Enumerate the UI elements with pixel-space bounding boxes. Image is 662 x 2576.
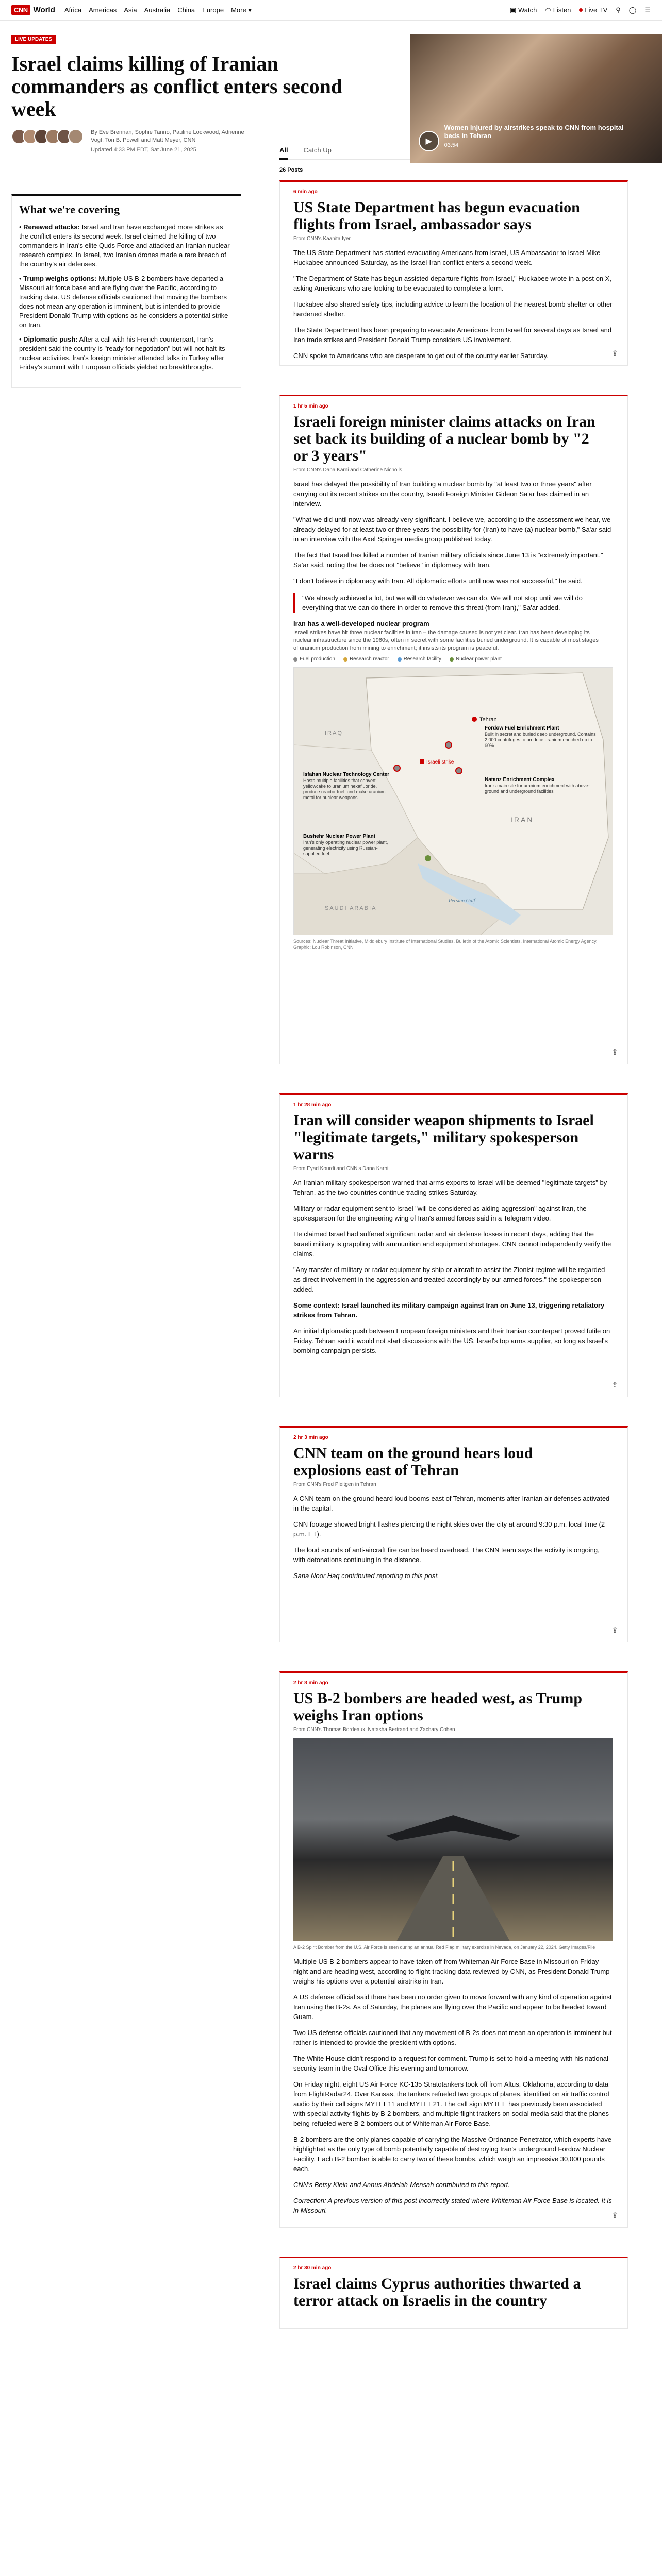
share-icon[interactable]: ⇪ (611, 349, 618, 358)
map-label-isfahan: Isfahan Nuclear Technology Center (303, 772, 390, 777)
post-paragraph: Military or radar equipment sent to Israel "will be considered as aiding aggression" against Iran, the spokesperson for the engineering wing of Iran's armed forces said in a Telegram video. (293, 1205, 587, 1222)
isfahan-desc-wrap (303, 778, 391, 814)
updated-timestamp: Updated 4:33 PM EDT, Sat June 21, 2025 (91, 147, 196, 153)
post (279, 1093, 628, 1397)
brand[interactable] (11, 5, 55, 15)
map-label-saudi: SAUDI ARABIA (325, 905, 377, 911)
map-label-tehran: Tehran (479, 717, 497, 723)
video-caption (444, 124, 630, 149)
legend-item (343, 656, 389, 662)
post-credit: Sana Noor Haq contributed reporting to this post. (293, 1572, 439, 1580)
natanz-marker (456, 768, 462, 774)
nav-link-asia[interactable]: Asia (124, 6, 137, 14)
legend-swatch (293, 657, 297, 662)
covering-item: • Trump weighs options: Multiple US B-2 bombers have departed a Missouri air force base and are flying over the Pacific, according to tracking data. US defense officials cautioned that moving the bombers does not mean any operation is imminent, but is intended to provide President Donald Trump with options as he considers a potential strike on Iran. (19, 275, 228, 329)
video-duration: 03:54 (444, 142, 459, 148)
covering-item-lead: Diplomatic push: (23, 335, 78, 343)
legend-swatch (343, 657, 347, 662)
tv-icon: ▣ (509, 6, 516, 14)
map-subtitle: Israeli strikes have hit three nuclear facilities in Iran – the damage caused is not yet clear. Iran has been developing its nuclear infrastructure since the 1960s, often in secret with some facilities buried underground. It is capable of most stages of uranium production from mining to enrichment; it insists its program is peaceful. (293, 630, 599, 651)
legend-label: Research reactor (349, 656, 389, 662)
live-dot-icon (579, 8, 583, 12)
share-icon[interactable]: ⇪ (611, 1048, 618, 1057)
post-title[interactable]: Israeli foreign minister claims attacks on Iran set back its building of a nuclear bomb by "2 or 3 years" (293, 413, 595, 464)
covering-item-lead: Trump weighs options: (23, 275, 97, 282)
post-time: 6 min ago (293, 189, 318, 195)
post-time: 2 hr 8 min ago (293, 1680, 328, 1686)
post-paragraph: The fact that Israel has killed a number of Iranian military officials since June 13 is "extremely important," Sa'ar said, noting that he does not "believe" in diplomacy with Iran. (293, 551, 603, 569)
b2-bomber-photo[interactable] (293, 1738, 613, 1941)
map-source: Sources: Nuclear Threat Initiative, Middlebury Institute of International Studies, Bulletin of the Atomic Scientists, International Atomic Energy Agency. Graphic: Lou Robinson, CNN (293, 939, 598, 950)
post-paragraph: The loud sounds of anti-aircraft fire can be heard overhead. The CNN team says the activity is ongoing, with detonations continuing in the distance. (293, 1546, 600, 1564)
tehran-marker (472, 717, 477, 722)
watch-button[interactable] (510, 6, 537, 14)
covering-item-text: After a call with his French counterpart, Iran's president said the country is "ready for negotiation" but will not halt its nuclear activities. Iran's foreign minister attended talks in Turkey after Friday's summit with European officials yielded no breakthroughs. (19, 335, 225, 371)
nav-right (510, 6, 651, 14)
post-paragraph: CNN spoke to Americans who are desperate to get out of the country earlier Saturday. (293, 352, 549, 360)
map-label-gulf: Persian Gulf (449, 898, 475, 904)
post (279, 1426, 628, 1642)
share-icon[interactable]: ⇪ (611, 2211, 618, 2220)
b2-bomber-icon (386, 1815, 520, 1841)
hero-video[interactable] (410, 34, 662, 163)
nav-link-africa[interactable]: Africa (64, 6, 82, 14)
watch-label: Watch (518, 6, 537, 14)
map-label-bushehr: Bushehr Nuclear Power Plant (303, 834, 376, 839)
legend-label: Nuclear power plant (456, 656, 502, 662)
post-paragraph: An Iranian military spokesperson warned that arms exports to Israel will be deemed "legitimate targets" by Tehran, as the two countries continue trading strikes Saturday. (293, 1179, 607, 1196)
post-byline: From CNN's Fred Pleitgen in Tehran (293, 1482, 376, 1487)
nav-link-europe[interactable]: Europe (202, 6, 224, 14)
map-label-iraq: IRAQ (325, 730, 343, 736)
post-correction: Correction: A previous version of this post incorrectly stated where Whiteman Air Force Base is located. It is in Missouri. (293, 2197, 612, 2214)
author-avatars (11, 129, 79, 144)
nav-more-label: More (231, 6, 246, 14)
covering-item-text: Multiple US B-2 bombers have departed a Missouri air force base and are flying over the Pacific, according to tracking data. US defense officials cautioned that moving the bombers does not mean any operation is imminent, but is intended to provide President Donald Trump with options as he considers a potential strike on Iran. (19, 275, 228, 329)
tab-all[interactable]: All (279, 146, 288, 160)
top-nav (0, 0, 662, 21)
legend-label: Fuel production (300, 656, 335, 662)
post-paragraph: "Any transfer of military or radar equipment by ship or aircraft to assist the Zionist regime will be regarded as direct involvement in the aggression and treated accordingly by our armed forces," the spokesperson added. (293, 1266, 605, 1293)
legend-swatch (398, 657, 402, 662)
nuclear-sites-map (293, 667, 613, 935)
post-paragraph: CNN footage showed bright flashes piercing the night skies over the city at around 9:30 p.m. local time (2 p.m. ET). (293, 1520, 605, 1538)
nav-link-australia[interactable]: Australia (144, 6, 171, 14)
legend-item (398, 656, 441, 662)
live-updates-badge: LIVE UPDATES (11, 35, 56, 44)
post-paragraph: A US defense official said there has been no order given to move forward with any kind of operation against Iran using the B-2s. As of Saturday, the planes are flying over the Pacific and appear to be headed toward Guam. (293, 1993, 612, 2021)
post (279, 395, 628, 1064)
post (279, 180, 628, 366)
legend-swatch (450, 657, 454, 662)
live-feed (279, 146, 628, 2329)
share-icon[interactable]: ⇪ (611, 1626, 618, 1635)
post-paragraph: B-2 bombers are the only planes capable of carrying the Massive Ordnance Penetrator, which experts have highlighted as the only type of bomb potentially capable of destroying Iran's underground Fordow Nuclear Facility. Each B-2 bomber is able to carry two of these bombs, which weigh an impressive 30,000 pounds each. (293, 2136, 612, 2173)
nav-link-china[interactable]: China (177, 6, 195, 14)
hero-left (11, 34, 392, 163)
photo-svg (293, 1738, 613, 1941)
post-paragraph: Multiple US B-2 bombers appear to have taken off from Whiteman Air Force Base in Missouri on Friday night and are heading west, according to flight-tracking data reviewed by CNN, as President Donald Trump weighs his options over a potential airstrike in Iran. (293, 1958, 610, 1985)
post-paragraph: "I don't believe in diplomacy with Iran. All diplomatic efforts until now was not successful," he said. (293, 577, 583, 585)
live-tv-label: Live TV (585, 6, 608, 14)
search-icon[interactable]: ⚲ (616, 6, 621, 14)
page-title: Israel claims killing of Iranian commanders as conflict enters second week (11, 52, 343, 121)
map-desc-isfahan: Hosts multiple facilities that convert yellowcake to uranium hexafluoride, produce reactor fuel, and make uranium metal for nuclear weapons (303, 778, 386, 800)
post-paragraph: The White House didn't respond to a request for comment. Trump is set to hold a meeting with his national security team in the Oval Office this evening and tomorrow. (293, 2055, 608, 2072)
chevron-down-icon: ▾ (248, 6, 252, 14)
post-paragraph: On Friday night, eight US Air Force KC-135 Stratotankers took off from Altus, Oklahoma, according to data from FlightRadar24. Over Kansas, the tankers refueled two groups of planes, identified on air traffic control audio by their call signs MYTEE11 and MYTEE21. The call sign MYTEE has previously been associated with special activity flights by B-2 bombers, and multiple flight trackers on social media said that the planes being refueled were B-2 bombers out of Whiteman Air Force Base. (293, 2080, 609, 2127)
map-svg (294, 668, 613, 935)
post-paragraph: "The Department of State has begun assisted departure flights from Israel," Huckabee wrote in a post on X, asking Americans who are looking to be evacuated to complete a form. (293, 275, 611, 292)
covering-box (11, 194, 241, 388)
bushehr-marker (425, 855, 431, 861)
covering-item-text: Israel and Iran have exchanged more strikes as the conflict enters its second week. Israel claimed the killing of two commanders in Iran's elite Quds Force and attacked an Iranian nuclear research complex. In Israel, two Iranian drones made a rare breach of the country's air defenses. (19, 223, 230, 268)
post-paragraph: A CNN team on the ground heard loud booms east of Tehran, moments after Iranian air defenses activated in the capital. (293, 1495, 610, 1512)
play-icon[interactable]: ▶ (419, 131, 439, 151)
avatar[interactable] (68, 129, 84, 144)
map-label-fordow: Fordow Fuel Enrichment Plant (485, 725, 559, 731)
post-context: Some context: Israel launched its military campaign against Iran on June 13, triggering retaliatory strikes from Tehran. (293, 1301, 605, 1319)
post-paragraph: Israel has delayed the possibility of Iran building a nuclear bomb by "at least two or three years" after carrying out its recent strikes on the country, Israeli Foreign Minister Gideon Sa'ar has claimed in an interview. (293, 480, 592, 507)
live-tv-button[interactable] (579, 6, 607, 14)
post-paragraph: "What we did until now was already very significant. I believe we, according to the assessment we hear, we already delayed for at least two or three years the possibility for (Iran) to have (a) nuclear bomb," Sa'ar said in an interview with the Axel Springer media group published today. (293, 516, 611, 543)
map-label-natanz: Natanz Enrichment Complex (485, 777, 555, 783)
map-label-israeli-strike: Israeli strike (426, 759, 454, 765)
nav-links (64, 6, 252, 14)
nav-link-americas[interactable]: Americas (89, 6, 117, 14)
post-paragraph: The State Department has been preparing to evacuate Americans from Israel for several days as Israel and Iran trade strikes and President Donald Trump considers US involvement. (293, 326, 612, 344)
post-title[interactable]: CNN team on the ground hears loud explosions east of Tehran (293, 1445, 533, 1479)
share-icon[interactable]: ⇪ (611, 1381, 618, 1389)
legend-item (450, 656, 502, 662)
covering-item: • Diplomatic push: After a call with his French counterpart, Iran's president said the country is "ready for negotiation" but will not halt its nuclear activities. Iran's foreign minister attended talks in Turkey after Friday's summit with European officials yielded no breakthroughs. (19, 335, 225, 371)
map-desc-natanz: Iran's main site for uranium enrichment with above-ground and underground facilities (485, 783, 590, 794)
natanz-desc-wrap (485, 783, 598, 809)
covering-title: What we're covering (19, 203, 120, 216)
post-paragraph: Huckabee also shared safety tips, including advice to learn the location of the nearest bomb shelter or other hardened shelter. (293, 300, 613, 318)
post-time: 1 hr 28 min ago (293, 1102, 332, 1108)
legend-item (293, 656, 335, 662)
map-title: Iran has a well-developed nuclear program (293, 620, 429, 628)
fordow-marker (445, 742, 452, 748)
post-time: 1 hr 5 min ago (293, 403, 328, 409)
byline-text[interactable]: By Eve Brennan, Sophie Tanno, Pauline Lockwood, Adrienne Vogt, Tori B. Powell and Matt Meyer, CNN (91, 129, 244, 143)
map-legend (293, 656, 614, 662)
post-paragraph: An initial diplomatic push between European foreign ministers and their Iranian counterpart proved futile on Friday. Tehran said it would not start discussions with the US, Israel's top arms supplier, so long as Israel's bombing campaign persists. (293, 1327, 610, 1354)
post-byline: From Eyad Kourdi and CNN's Dana Karni (293, 1166, 389, 1172)
map-desc-bushehr: Iran's only operating nuclear power plant, generating electricity using Russian-supplied fuel (303, 840, 388, 856)
post (279, 1671, 628, 2228)
post-paragraph: Two US defense officials cautioned that any movement of B-2s does not mean an operation is imminent but rather is intended to provide the president with options. (293, 2029, 612, 2046)
listen-label: Listen (553, 6, 571, 14)
fordow-desc-wrap (485, 732, 598, 762)
covering-item-lead: Renewed attacks: (23, 223, 80, 231)
post-paragraph: He claimed Israel had suffered significant radar and air defense losses in recent days, adding that the Israeli military is grappling with ammunition and equipment shortages. CNN cannot independently verify the claims. (293, 1230, 611, 1258)
post-title[interactable]: US State Department has begun evacuation flights from Israel, ambassador says (293, 199, 580, 233)
hero (0, 21, 662, 163)
tab-catch-up[interactable]: Catch Up (303, 146, 332, 154)
brand-section[interactable]: World (33, 6, 55, 14)
post-title[interactable]: Iran will consider weapon shipments to Israel "legitimate targets," military spokesperson warns (293, 1112, 594, 1163)
post-time: 2 hr 30 min ago (293, 2265, 332, 2271)
post-title[interactable]: US B-2 bombers are headed west, as Trump weighs Iran options (293, 1690, 583, 1724)
post-byline: From CNN's Kaanita Iyer (293, 236, 351, 242)
account-icon[interactable]: ◯ (628, 6, 637, 14)
post-credit: CNN's Betsy Klein and Annus Abdelah-Mensah contributed to this report. (293, 2181, 510, 2189)
covering-item: • Renewed attacks: Israel and Iran have exchanged more strikes as the conflict enters its second week. Israel claimed the killing of two commanders in Iran's elite Quds Force and attacked an Iranian nuclear research complex. In Israel, two Iranian drones made a rare breach of the country's air defenses. (19, 223, 230, 268)
pull-quote: "We already achieved a lot, but we will do whatever we can do. We will not stop until we will do everything that we can do there in order to remove this threat (from Iran)," Sa'ar added. (293, 593, 613, 613)
post-count: 26 Posts (279, 167, 303, 173)
israeli-strike-marker (420, 759, 424, 764)
post (279, 2257, 628, 2329)
listen-button[interactable] (545, 6, 571, 14)
post-time: 2 hr 3 min ago (293, 1435, 328, 1440)
isfahan-marker (394, 765, 400, 771)
post-byline: From CNN's Dana Karni and Catherine Nicholls (293, 467, 402, 473)
video-caption-text: Women injured by airstrikes speak to CNN from hospital beds in Tehran (444, 124, 624, 140)
post-byline: From CNN's Thomas Bordeaux, Natasha Bertrand and Zachary Cohen (293, 1727, 455, 1733)
map-label-iran: IRAN (510, 816, 534, 824)
cnn-logo[interactable]: CNN (11, 5, 30, 15)
sidebar (11, 194, 241, 2329)
main (0, 140, 662, 2329)
nav-link-more[interactable] (231, 6, 252, 14)
post-title[interactable]: Israel claims Cyprus authorities thwarted a terror attack on Israelis in the country (293, 2275, 581, 2309)
photo-caption: A B-2 Spirit Bomber from the U.S. Air Force is seen during an annual Red Flag military exercise in Nevada, on January 22, 2024. Getty Images/File (293, 1945, 595, 1950)
post-paragraph: The US State Department has started evacuating Americans from Israel, US Ambassador to Israel Mike Huckabee announced Saturday, as the Israel-Iran conflict enters a second week. (293, 249, 601, 266)
menu-icon[interactable]: ☰ (644, 6, 651, 14)
legend-label: Research facility (403, 656, 441, 662)
headphones-icon: ◠ (545, 6, 551, 14)
byline (91, 129, 245, 154)
map-desc-fordow: Built in secret and buried deep underground. Contains 2,000 centrifuges to produce uranium enriched up to 60% (485, 732, 596, 748)
bushehr-desc-wrap (303, 840, 391, 866)
